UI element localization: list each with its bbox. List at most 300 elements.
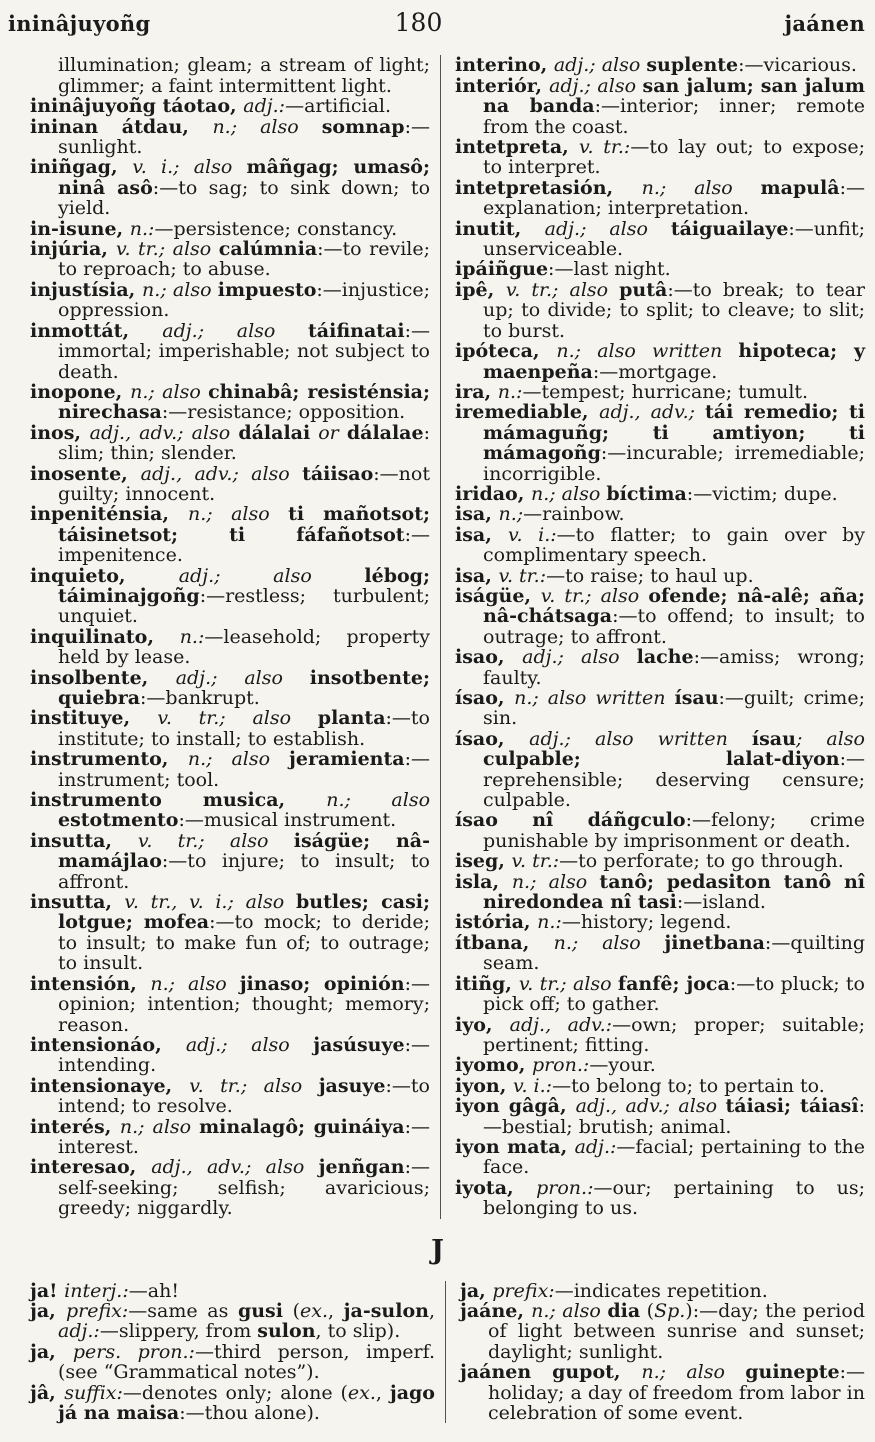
entry-definition-text: —denotes only; alone ( — [122, 1381, 348, 1404]
dictionary-entry — [30, 1076, 430, 1117]
entry-grammar-tag: n.; also — [530, 482, 607, 505]
entry-headword-or-term: táiisao — [302, 462, 374, 485]
dictionary-entry — [30, 464, 430, 505]
entry-headword-or-term: ofende; nâ-alê; aña; nâ-chátsaga — [483, 584, 865, 628]
entry-grammar-tag: v. tr.: — [511, 850, 560, 873]
entry-headword-or-term: in-isune, — [30, 217, 130, 240]
entry-headword-or-term: instrumento musica, — [30, 789, 327, 812]
dictionary-entry — [455, 341, 865, 382]
entry-grammar-tag: v. tr.; also — [540, 584, 649, 607]
entry-headword-or-term: sulon — [257, 1320, 316, 1343]
entry-definition-text: :—guilt; crime; sin. — [483, 687, 865, 730]
entry-grammar-tag: v. tr.: — [498, 564, 547, 587]
entry-grammar-tag: adj.; also — [162, 319, 309, 342]
dictionary-entry — [30, 157, 430, 218]
entry-headword-or-term: ísao nî dáñgculo — [455, 809, 686, 832]
entry-definition-text: —your. — [589, 1054, 656, 1077]
entry-grammar-tag: adj., adv.; — [599, 401, 706, 424]
entry-headword-or-term: táifinatai — [308, 319, 405, 342]
entry-headword-or-term: itiñg, — [455, 972, 519, 995]
entry-headword-or-term: interiór, — [455, 74, 550, 97]
entry-definition-text: ( — [282, 1299, 300, 1322]
entry-definition-text: —tempest; hurricane; tumult. — [522, 380, 809, 403]
entry-headword-or-term: táiguailaye — [670, 217, 789, 240]
entry-headword-or-term: jaánen gupot, — [460, 1361, 642, 1384]
entry-grammar-tag: n.; also written — [514, 687, 675, 709]
entry-headword-or-term: ipóteca, — [455, 340, 557, 363]
entry-headword-or-term: insotbente; quiebra — [58, 666, 430, 709]
dictionary-entry — [460, 1281, 865, 1301]
entry-headword-or-term: istória, — [455, 911, 538, 934]
entry-grammar-tag: v. i.; also — [132, 156, 247, 179]
entry-grammar-tag: pron.: — [536, 1176, 594, 1199]
dictionary-entry — [30, 239, 430, 280]
entry-grammar-tag: n.; also — [641, 176, 761, 199]
entry-headword-or-term: inutit, — [455, 217, 545, 240]
entry-headword-or-term: inosente, — [30, 462, 141, 485]
entry-headword-or-term: jasuye — [318, 1074, 386, 1097]
entry-headword-or-term: hipoteca; y maenpeña — [483, 340, 865, 383]
entry-definition-text: —to lay out; to expose; to interpret. — [483, 136, 865, 179]
entry-definition-text: :—incurable; irremediable; incorrigible. — [483, 442, 865, 485]
entry-grammar-tag: adj., adv.; also — [140, 462, 303, 485]
entry-definition-text: :—impenitence. — [58, 523, 430, 567]
dictionary-entry — [455, 402, 865, 484]
entry-headword-or-term: ipáiñgue — [455, 258, 549, 281]
entry-definition-text: :—self-seeking; selfish; avaricious; greedy; niggardly. — [58, 1156, 431, 1220]
column-right-j — [445, 1281, 865, 1424]
entry-grammar-tag: adj.; also — [549, 74, 643, 97]
dictionary-entry — [30, 627, 430, 668]
entry-grammar-tag: n.; also — [212, 115, 322, 138]
column-right — [440, 55, 865, 1218]
dictionary-entry — [30, 790, 430, 831]
entry-grammar-tag: adj.; also — [175, 666, 310, 689]
entry-headword-or-term: iyon mata, — [455, 1135, 575, 1158]
dictionary-entry — [455, 586, 865, 647]
entry-definition-text: :—holiday; a day of freedom from labor in celebration of some event. — [488, 1361, 865, 1424]
dictionary-entry — [30, 219, 430, 239]
entry-definition-text: :—island. — [676, 891, 766, 914]
entry-definition-text: :—restless; turbulent; unquiet. — [58, 584, 430, 628]
entry-grammar-tag: n.; also — [553, 931, 665, 954]
entry-headword-or-term: jinaso; opinión — [239, 972, 405, 995]
entry-headword-or-term: iyota, — [455, 1176, 537, 1199]
entry-definition-text: —third person, imperf. (see “Grammatical notes”). — [58, 1340, 435, 1384]
entry-headword-or-term: jinetbana — [664, 931, 765, 954]
entry-headword-or-term: butles; casi; lotgue; mofea — [58, 891, 430, 934]
entry-headword-or-term: insutta, — [30, 891, 125, 914]
entry-definition-text: —persistence; constancy. — [154, 217, 398, 240]
entry-headword-or-term: instituye, — [30, 707, 158, 730]
entry-headword-or-term: intensionaye, — [30, 1074, 190, 1097]
entry-grammar-tag: adj., adv.; also — [151, 1156, 319, 1179]
entry-grammar-tag: adj.; also written — [529, 727, 752, 750]
entry-headword-or-term: interino, — [455, 54, 554, 77]
entry-headword-or-term: ítbana, — [455, 931, 554, 954]
entry-headword-or-term: inos, — [30, 421, 90, 444]
entry-headword-or-term: calúmnia — [218, 238, 318, 261]
entry-grammar-tag: v. tr.; also — [115, 238, 219, 261]
entry-definition-text: —leasehold; property held by lease. — [58, 625, 431, 669]
entry-headword-or-term: culpable; lalat-diyon — [483, 748, 840, 771]
dictionary-entry — [30, 504, 430, 565]
entry-headword-or-term: insolbente, — [30, 666, 176, 689]
entry-grammar-tag: v. i.: — [508, 523, 557, 546]
entry-headword-or-term: iságüe, — [455, 584, 541, 607]
entry-headword-or-term: dia — [607, 1299, 641, 1322]
entry-headword-or-term: iyomo, — [455, 1054, 532, 1077]
entry-headword-or-term: san jalum; san jalum na banda — [483, 74, 866, 118]
entry-definition-text: :—reprehensible; deserving censure; culpable. — [483, 748, 865, 812]
entry-headword-or-term: intetpreta, — [455, 136, 580, 159]
entry-headword-or-term: ipê, — [455, 278, 506, 301]
entry-headword-or-term: lébog; táiminajgoñg — [58, 564, 430, 607]
dictionary-entry — [455, 688, 865, 729]
entry-grammar-tag: n.; also — [326, 789, 431, 812]
entry-headword-or-term: jâ, — [30, 1381, 65, 1404]
entry-grammar-tag: adj.: — [574, 1135, 617, 1158]
dictionary-entry — [30, 892, 430, 974]
dictionary-entry — [460, 1301, 865, 1362]
entry-headword-or-term: somnap — [321, 115, 405, 138]
entry-definition-text: —own; proper; suitable; pertinent; fitting. — [483, 1013, 865, 1056]
entry-definition-text: —artificial. — [285, 95, 392, 118]
entry-definition-text: :—not guilty; innocent. — [58, 462, 430, 505]
entry-definition-text: —rainbow. — [523, 503, 625, 526]
dictionary-entry — [455, 851, 865, 871]
entry-definition-text: :—thou alone). — [179, 1402, 320, 1424]
entry-definition-text: :—intending. — [58, 1033, 431, 1077]
entry-definition-text: :—bestial; brutish; animal. — [483, 1095, 865, 1138]
entry-definition-text: —our; pertaining to us; belonging to us. — [483, 1176, 866, 1220]
entry-grammar-tag: v. tr.; also — [518, 972, 618, 995]
entry-grammar-tag: v. tr.; also — [505, 278, 620, 301]
entry-definition-text: :—felony; crime punishable by imprisonment or death. — [483, 809, 865, 852]
dictionary-entry — [460, 1362, 865, 1423]
entry-headword-or-term: inmottát, — [30, 319, 163, 342]
entry-grammar-tag: pron.: — [531, 1054, 590, 1077]
dictionary-entry — [30, 668, 430, 709]
dictionary-entry — [455, 1137, 865, 1178]
section-j-columns — [0, 1281, 875, 1424]
entry-grammar-tag: n.: — [537, 911, 562, 934]
entry-definition-text: :—opinion; intention; thought; memory; reason. — [58, 972, 430, 1036]
entry-definition-text: :—musical instrument. — [178, 809, 397, 832]
entry-headword-or-term: inopone, — [30, 380, 131, 403]
entry-headword-or-term: isao, — [455, 646, 523, 669]
entry-grammar-tag: ex. — [347, 1381, 376, 1404]
dictionary-entry — [455, 280, 865, 341]
entry-headword-or-term: dálalae — [346, 421, 424, 444]
dictionary-entry — [455, 912, 865, 932]
entry-definition-text: —ah! — [128, 1279, 179, 1302]
entry-grammar-tag: adj.; also — [178, 564, 365, 587]
dictionary-entry — [455, 729, 865, 811]
entry-headword-or-term: ja, — [30, 1340, 73, 1363]
entry-grammar-tag: adj.: — [243, 95, 286, 118]
entry-definition-text: :—resistance; opposition. — [161, 401, 406, 424]
dictionary-entry — [455, 810, 865, 851]
dictionary-entry — [30, 1035, 430, 1076]
dictionary-entry — [30, 55, 430, 96]
entry-definition-text: , — [327, 1299, 344, 1322]
entry-definition-text: :—to injure; to insult; to affront. — [58, 850, 430, 893]
entry-definition-text: :—mortgage. — [592, 360, 718, 383]
dictionary-entry — [30, 1383, 435, 1424]
entry-definition-text: :—to revile; to reproach; to abuse. — [58, 238, 430, 281]
entry-grammar-tag: v. tr., v. i.; also — [124, 891, 296, 914]
entry-headword-or-term: intensionáo, — [30, 1033, 186, 1056]
dictionary-entry — [455, 647, 865, 688]
entry-headword-or-term: insutta, — [30, 829, 138, 852]
entry-grammar-tag: prefix: — [66, 1299, 129, 1322]
entry-grammar-tag: n.; also — [641, 1361, 746, 1384]
entry-headword-or-term: bíctima — [606, 482, 687, 505]
dictionary-entry — [455, 1076, 865, 1096]
dictionary-entry — [455, 1055, 865, 1075]
entry-definition-text: :—last night. — [548, 258, 671, 281]
dictionary-entry — [455, 1178, 865, 1219]
dictionary-entry — [455, 178, 865, 219]
entry-definition-text: —indicates repetition. — [554, 1279, 768, 1302]
dictionary-entry — [455, 1096, 865, 1137]
page-number: 180 — [394, 8, 443, 37]
entry-headword-or-term: estotmento — [58, 809, 179, 832]
entry-headword-or-term: intensión, — [30, 972, 151, 995]
entry-definition-text: :—interest. — [58, 1115, 430, 1158]
entry-grammar-tag: v. tr.; also — [157, 707, 318, 730]
dictionary-entry — [455, 55, 865, 75]
entry-definition-text: :—to pluck; to pick off; to gather. — [483, 972, 865, 1016]
entry-definition-text: :—unfit; unserviceable. — [483, 217, 865, 261]
entry-definition-text: :—interior; inner; remote from the coast. — [483, 95, 866, 138]
dictionary-entry — [455, 933, 865, 974]
entry-headword-or-term: chinabâ; resisténsia; nirechasa — [58, 380, 431, 424]
dictionary-entry — [455, 382, 865, 402]
entry-headword-or-term: suplente — [646, 54, 739, 77]
entry-headword-or-term: mapulâ — [760, 176, 840, 199]
dictionary-entry — [30, 423, 430, 464]
dictionary-entry — [455, 504, 865, 524]
entry-grammar-tag: adj.; also — [553, 54, 647, 77]
entry-headword-or-term: ti mañotsot; táisinetsot; ti fáfañotsot — [58, 503, 430, 546]
entry-definition-text: , to slip). — [315, 1320, 401, 1343]
entry-grammar-tag: n.; also written — [556, 340, 739, 363]
entry-definition-text: :—instrument; tool. — [58, 748, 430, 791]
entry-grammar-tag: adj.: — [58, 1320, 100, 1343]
entry-definition-text: —slippery, from — [99, 1320, 258, 1343]
entry-definition-text: :—amiss; wrong; faulty. — [483, 646, 865, 689]
entry-grammar-tag: n.; also — [511, 870, 600, 893]
entry-grammar-tag: adj.; also — [544, 217, 671, 240]
entry-headword-or-term: injúria, — [30, 238, 116, 261]
entry-headword-or-term: inpeniténsia, — [30, 503, 188, 526]
entry-headword-or-term: jenñgan — [318, 1156, 405, 1179]
entry-headword-or-term: iridao, — [455, 482, 531, 505]
entry-headword-or-term: planta — [317, 707, 386, 730]
dictionary-entry — [30, 1301, 435, 1342]
entry-definition-text: :—to institute; to install; to establish. — [58, 707, 430, 750]
entry-headword-or-term: iniñgag, — [30, 156, 133, 179]
entry-grammar-tag: adj.; also — [522, 646, 637, 669]
entry-definition-text: :—to mock; to deride; to insult; to make fun of; to outrage; to insult. — [58, 911, 430, 975]
guideword-right: jaánen — [784, 11, 866, 36]
entry-grammar-tag: adj., adv.; also — [575, 1095, 726, 1118]
entry-headword-or-term: tái remedio; ti mámaguñg; ti amtiyon; ti mámagoñg — [483, 401, 865, 465]
entry-definition-text: —to belong to; to pertain to. — [552, 1074, 825, 1097]
entry-headword-or-term: iságüe; nâ-mamájlao — [58, 829, 430, 873]
dictionary-entry — [30, 96, 430, 116]
entry-grammar-tag: interj.: — [64, 1279, 129, 1302]
entry-headword-or-term: ira, — [455, 380, 498, 403]
entry-grammar-tag: n.; also — [119, 1115, 200, 1138]
entry-headword-or-term: táiasi; táiasî — [725, 1095, 859, 1118]
entry-headword-or-term: dálalai — [238, 421, 311, 444]
entry-headword-or-term: tanô; pedasiton tanô nî niredondea nî tasi — [483, 870, 865, 914]
entry-grammar-tag: pers. pron.: — [72, 1340, 195, 1363]
entry-grammar-tag: adj., adv.; also — [89, 421, 239, 444]
dictionary-entry — [30, 1117, 430, 1158]
entry-definition-text: :—explanation; interpretation. — [483, 176, 865, 220]
dictionary-entry — [455, 974, 865, 1015]
dictionary-entry — [455, 566, 865, 586]
entry-definition-text: :—to offend; to insult; to outrage; to affront. — [483, 605, 865, 648]
entry-headword-or-term: ísau — [674, 687, 719, 709]
entry-grammar-tag: ; also — [795, 727, 865, 750]
dictionary-entry — [30, 974, 430, 1035]
section-letter-heading: J — [431, 1234, 444, 1266]
entry-headword-or-term: iyo, — [455, 1013, 510, 1036]
dictionary-entry — [455, 219, 865, 260]
page-header — [0, 8, 875, 37]
entry-headword-or-term: guinepte — [745, 1361, 840, 1384]
entry-grammar-tag: n.; also — [531, 1299, 608, 1322]
entry-headword-or-term: impuesto — [217, 278, 317, 301]
entry-definition-text: —facial; pertaining to the face. — [483, 1135, 866, 1179]
entry-grammar-tag: v. tr.: — [579, 136, 631, 159]
entry-headword-or-term: ísao, — [455, 687, 515, 709]
entry-definition-text: —history; legend. — [561, 911, 732, 934]
entry-grammar-tag: n.: — [179, 625, 205, 648]
entry-definition-text: : slim; thin; slender. — [58, 421, 430, 465]
entry-headword-or-term: interesao, — [30, 1156, 152, 1179]
dictionary-entry — [30, 117, 430, 158]
entry-definition-text: —same as — [128, 1299, 238, 1322]
entry-headword-or-term: gusi — [237, 1299, 283, 1322]
entry-grammar-tag: prefix: — [492, 1279, 555, 1302]
entry-headword-or-term: inquilinato, — [30, 625, 180, 648]
dictionary-entry — [455, 525, 865, 566]
dictionary-entry — [455, 484, 865, 504]
entry-headword-or-term: intetpretasión, — [455, 176, 642, 199]
entry-headword-or-term: ininan átdau, — [30, 115, 213, 138]
entry-headword-or-term: instrumento, — [30, 748, 188, 771]
entry-grammar-tag: n.; — [498, 503, 524, 526]
entry-headword-or-term: ísao, — [455, 727, 530, 750]
entry-grammar-tag: v. i.: — [512, 1074, 553, 1097]
entry-definition-text: , — [428, 1299, 435, 1322]
entry-definition-text: :—to sag; to sink down; to yield. — [58, 176, 431, 220]
entry-grammar-tag: n.; also — [187, 748, 289, 771]
dictionary-entry — [455, 76, 865, 137]
entry-headword-or-term: iseg, — [455, 850, 512, 873]
entry-headword-or-term: fanfê; joca — [617, 972, 730, 995]
entry-definition-text: :—victim; dupe. — [686, 482, 838, 505]
dictionary-entry — [455, 259, 865, 279]
entry-headword-or-term: ja, — [30, 1299, 66, 1322]
entry-grammar-tag: n.: — [497, 380, 523, 403]
dictionary-entry — [30, 749, 430, 790]
entry-definition-text: :—immortal; imperishable; not subject to death. — [58, 319, 430, 383]
entry-headword-or-term: iyon gâgâ, — [455, 1095, 576, 1118]
entry-definition-text: :—sunlight. — [58, 115, 430, 159]
entry-definition-text: :—injustice; oppression. — [58, 278, 430, 322]
entry-grammar-tag: n.: — [129, 217, 155, 240]
dictionary-entry — [30, 382, 430, 423]
dictionary-entry — [30, 280, 430, 321]
entry-headword-or-term: jaáne, — [460, 1299, 532, 1322]
entry-definition-text: ):—day; the period of light between sunrise and sunset; daylight; sunlight. — [488, 1299, 865, 1363]
entry-grammar-tag: adj., adv.: — [509, 1013, 613, 1036]
dictionary-entry — [30, 831, 430, 892]
entry-headword-or-term: ja! — [30, 1279, 65, 1302]
entry-headword-or-term: ja, — [460, 1279, 493, 1302]
entry-grammar-tag: n.; also — [130, 380, 209, 403]
entry-definition-text: :—quilting seam. — [483, 931, 865, 975]
dictionary-entry — [30, 1281, 435, 1301]
entry-grammar-tag: ex. — [299, 1299, 328, 1322]
entry-headword-or-term: jasúsuye — [313, 1033, 405, 1056]
entry-headword-or-term: injustísia, — [30, 278, 143, 301]
dictionary-entry — [455, 872, 865, 913]
entry-headword-or-term: minalagô; guináiya — [199, 1115, 405, 1138]
entry-definition-text: :—bankrupt. — [140, 687, 260, 709]
dictionary-entry — [30, 321, 430, 382]
entry-headword-or-term: mâñgag; umasô; ninâ asô — [58, 156, 430, 199]
entry-grammar-tag: n.; also — [142, 278, 218, 301]
dictionary-entry — [30, 1342, 435, 1383]
entry-headword-or-term: jago já na maisa — [58, 1381, 435, 1424]
entry-headword-or-term: lache — [636, 646, 694, 669]
entry-headword-or-term: isa, — [455, 564, 499, 587]
entry-headword-or-term: jeramienta — [288, 748, 405, 771]
section-i-columns — [0, 55, 875, 1218]
entry-definition-text: :—to intend; to resolve. — [58, 1074, 430, 1118]
entry-grammar-tag: adj.; also — [185, 1033, 314, 1056]
entry-grammar-tag: n.; also — [187, 503, 289, 526]
dictionary-entry — [455, 1015, 865, 1056]
column-left — [30, 55, 440, 1218]
dictionary-entry — [455, 137, 865, 178]
guideword-left: ininâjuyoñg — [8, 11, 151, 36]
entry-headword-or-term: ja-sulon — [343, 1299, 429, 1322]
entry-headword-or-term: isa, — [455, 523, 509, 546]
entry-headword-or-term: inquieto, — [30, 564, 179, 587]
entry-grammar-tag: Sp. — [654, 1299, 686, 1322]
dictionary-entry — [30, 1157, 430, 1218]
entry-definition-text: —to raise; to haul up. — [546, 564, 754, 587]
entry-grammar-tag: v. tr.; also — [189, 1074, 319, 1097]
column-left-j — [30, 1281, 445, 1424]
dictionary-entry — [30, 566, 430, 627]
entry-grammar-tag: n.; also — [150, 972, 240, 995]
entry-grammar-tag: or — [310, 421, 347, 444]
entry-grammar-tag: suffix: — [64, 1381, 123, 1404]
entry-definition-text: —to flatter; to gain over by complimentary speech. — [483, 523, 865, 567]
entry-definition-text: —to perforate; to go through. — [559, 850, 844, 873]
dictionary-entry — [30, 708, 430, 749]
